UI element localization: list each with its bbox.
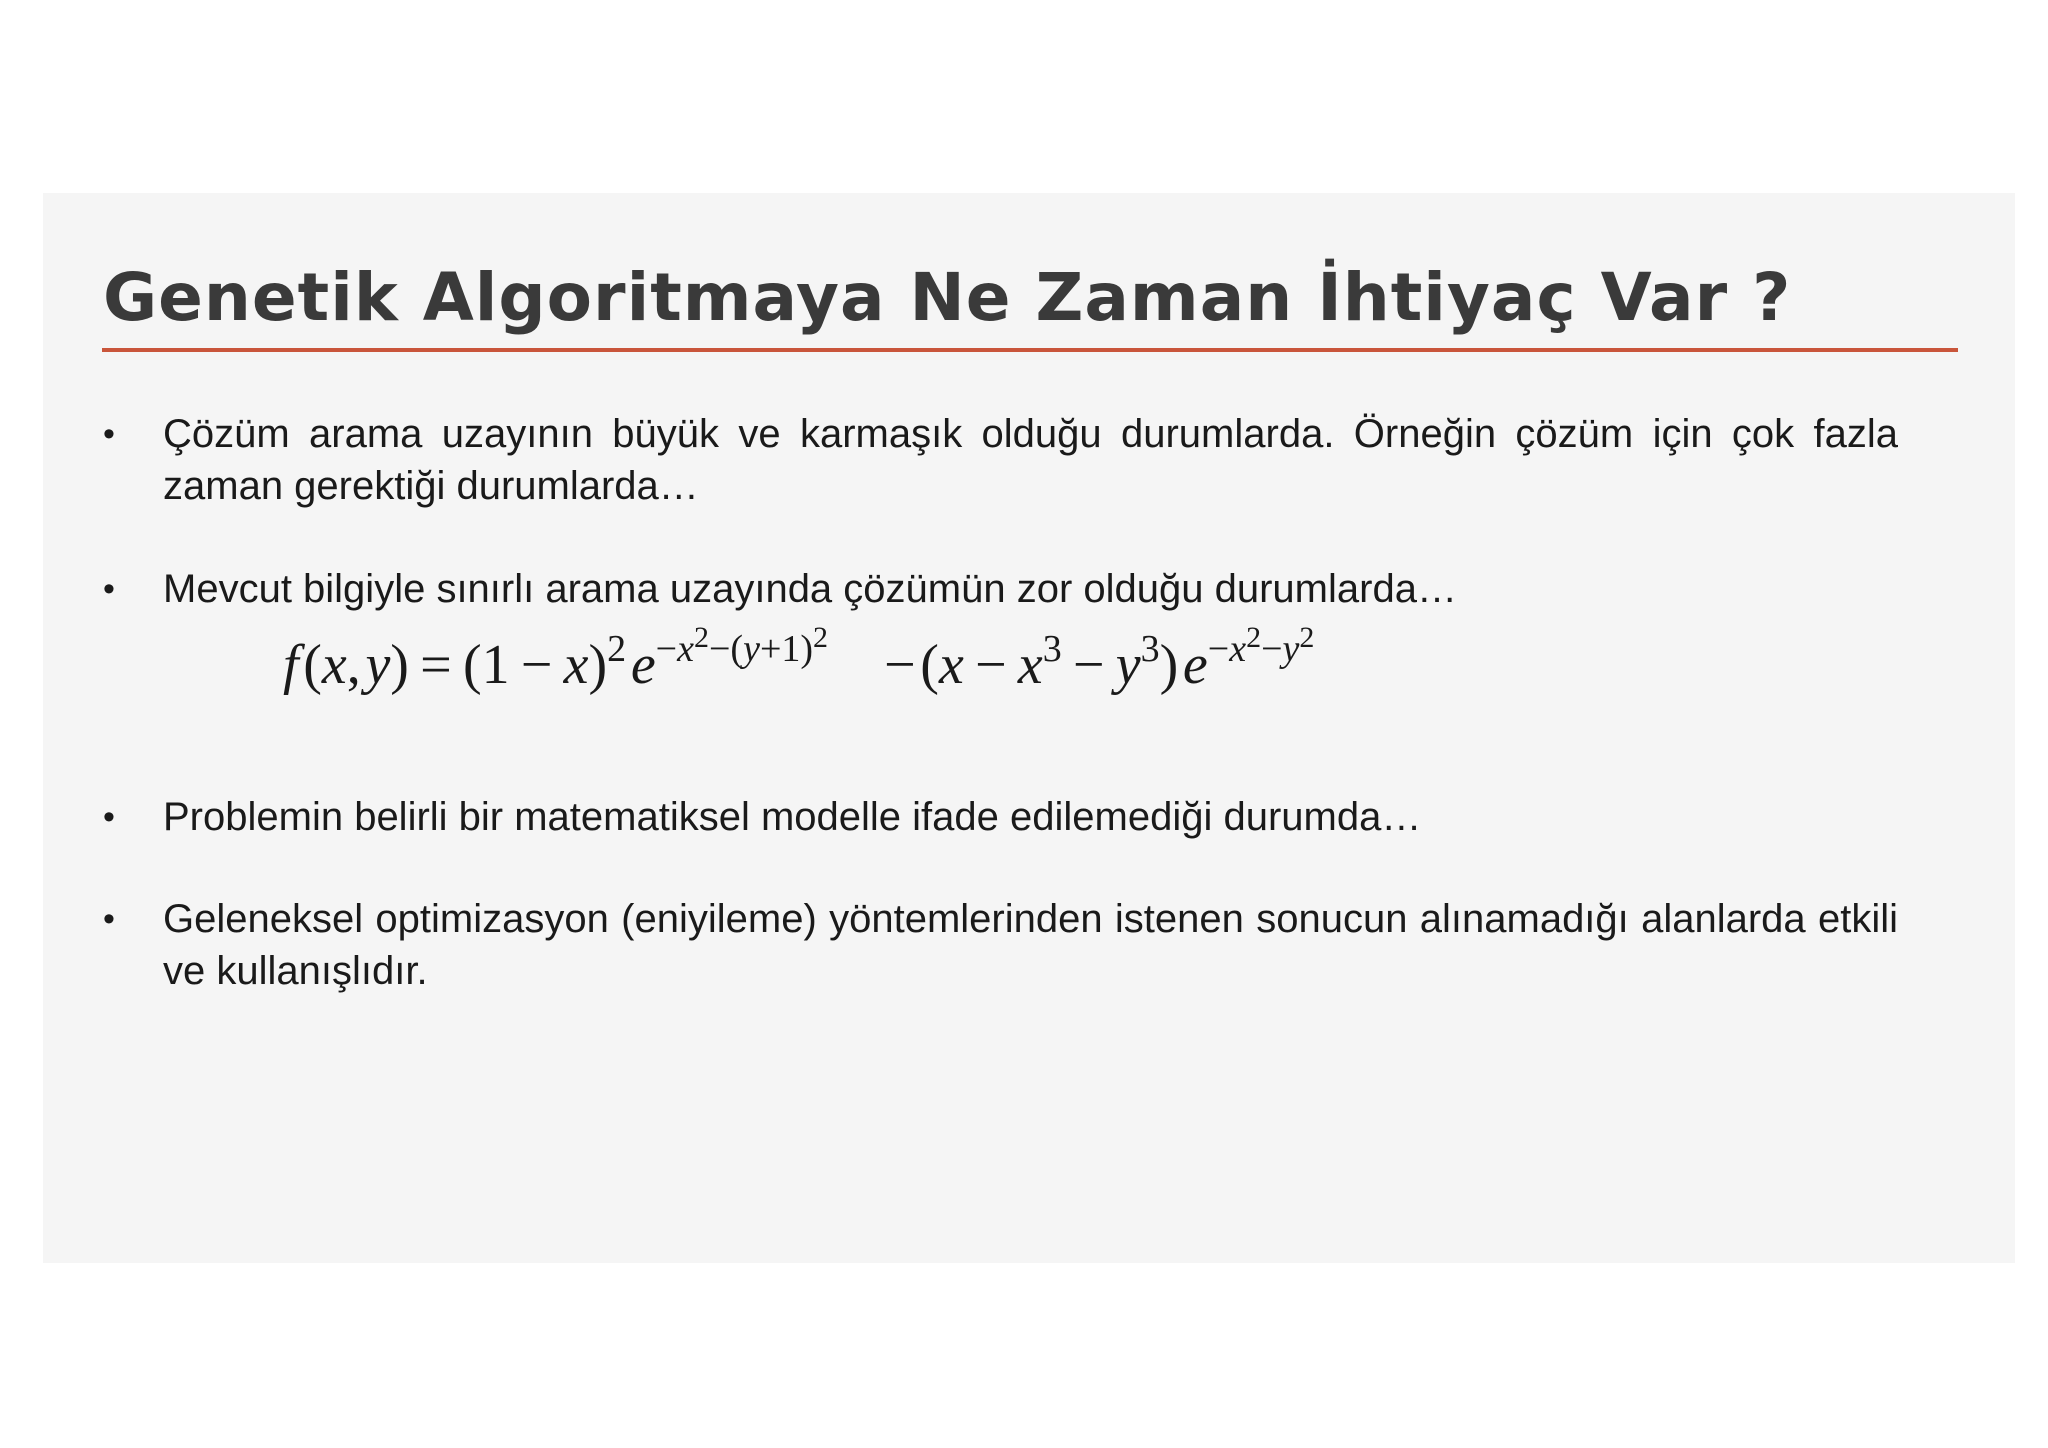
bullet-item-2: [103, 563, 1898, 615]
bullet-marker: •: [103, 415, 115, 453]
slide-title: Genetik Algoritmaya Ne Zaman İhtiyaç Var ?: [103, 259, 1792, 336]
bullet-marker: •: [103, 900, 115, 938]
bullet-marker: •: [103, 798, 115, 836]
bullet-text: Mevcut bilgiyle sınırlı arama uzayında çözümün zor olduğu durumlarda…: [163, 567, 1457, 611]
bullet-item-3: [103, 791, 1898, 843]
bullet-text: Çözüm arama uzayının büyük ve karmaşık olduğu durumlarda. Örneğin çözüm için çok fazla zaman gerektiği durumlarda…: [163, 412, 1898, 508]
bullet-text: Geleneksel optimizasyon (eniyileme) yöntemlerinden istenen sonucun alınamadığı alanlarda etkili ve kullanışlıdır.: [163, 897, 1898, 993]
formula: f (x, $y) = (1 - x)^2$ $e^{-x^2-(y+1)^2}$ − $(x - x^3 - y^3)$ $e^{-x^2-y^2}$: [283, 621, 1315, 696]
bullet-item-4: [103, 893, 1898, 997]
bullet-item-1: [103, 408, 1898, 512]
bullet-marker: •: [103, 570, 115, 608]
slide: [43, 193, 2015, 1263]
bullet-text: Problemin belirli bir matematiksel modelle ifade edilemediği durumda…: [163, 795, 1422, 839]
title-underline: [102, 348, 1958, 352]
